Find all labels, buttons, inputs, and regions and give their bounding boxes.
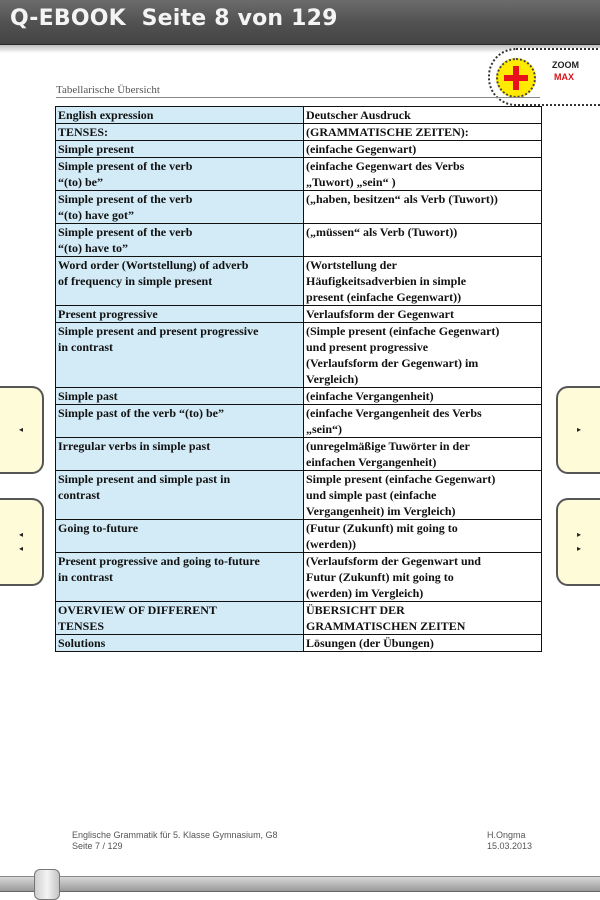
table-row[interactable] xyxy=(56,520,542,553)
next-arrow-icon: ▸ xyxy=(576,544,581,553)
german-expression-cell: (Wortstellung der Häufigkeitsadverbien in simple present (einfache Gegenwart)) xyxy=(304,257,542,306)
english-expression-cell: Simple present of the verb “(to) be” xyxy=(56,158,304,191)
german-expression-cell: (Verlaufsform der Gegenwart und Futur (Zukunft) mit going to (werden) im Vergleich) xyxy=(304,553,542,602)
english-expression-cell: TENSES: xyxy=(56,124,304,141)
header-german: Deutscher Ausdruck xyxy=(304,107,542,124)
german-expression-cell: (einfache Vergangenheit des Verbs „sein“) xyxy=(304,405,542,438)
english-expression-cell: Simple present of the verb “(to) have to” xyxy=(56,224,304,257)
next-arrow-icon: ▸ xyxy=(576,425,581,434)
german-expression-cell: Lösungen (der Übungen) xyxy=(304,635,542,652)
english-expression-cell: OVERVIEW OF DIFFERENT TENSES xyxy=(56,602,304,635)
prev-arrow-icon: ◂ xyxy=(18,425,23,434)
table-row[interactable] xyxy=(56,323,542,388)
english-expression-cell: Simple past of the verb “(to) be” xyxy=(56,405,304,438)
next-chapter-button[interactable] xyxy=(556,498,600,586)
german-expression-cell: (Futur (Zukunft) mit going to (werden)) xyxy=(304,520,542,553)
table-header-row xyxy=(56,107,542,124)
table-row[interactable] xyxy=(56,306,542,323)
german-expression-cell: (Simple present (einfache Gegenwart) und present progressive (Verlaufsform der Gegenwart) im Vergleich) xyxy=(304,323,542,388)
english-expression-cell: Simple present and present progressive in contrast xyxy=(56,323,304,388)
english-expression-cell: Irregular verbs in simple past xyxy=(56,438,304,471)
header-english: English expression xyxy=(56,107,304,124)
prev-page-button[interactable] xyxy=(0,386,44,474)
english-expression-cell: Solutions xyxy=(56,635,304,652)
german-expression-cell: („müssen“ als Verb (Tuwort)) xyxy=(304,224,542,257)
next-arrow-icon: ▸ xyxy=(576,530,581,539)
toc-table xyxy=(55,106,542,652)
table-row[interactable] xyxy=(56,471,542,520)
table-row[interactable] xyxy=(56,224,542,257)
prev-arrow-icon: ◂ xyxy=(18,530,23,539)
german-expression-cell: (GRAMMATISCHE ZEITEN): xyxy=(304,124,542,141)
zoom-max-label: MAX xyxy=(554,72,574,82)
table-row[interactable] xyxy=(56,635,542,652)
table-row[interactable] xyxy=(56,405,542,438)
english-expression-cell: Going to-future xyxy=(56,520,304,553)
page-heading: Tabellarische Übersicht xyxy=(56,84,160,96)
table-row[interactable] xyxy=(56,438,542,471)
english-expression-cell: Simple present xyxy=(56,141,304,158)
table-row[interactable] xyxy=(56,553,542,602)
german-expression-cell: („haben, besitzen“ als Verb (Tuwort)) xyxy=(304,191,542,224)
title-bar xyxy=(0,0,600,45)
table-row[interactable] xyxy=(56,124,542,141)
english-expression-cell: Simple past xyxy=(56,388,304,405)
german-expression-cell: (unregelmäßige Tuwörter in der einfachen Vergangenheit) xyxy=(304,438,542,471)
table-row[interactable] xyxy=(56,191,542,224)
footer-left: Englische Grammatik für 5. Klasse Gymnasium, G8 Seite 7 / 129 xyxy=(72,830,278,851)
page-slider-thumb[interactable] xyxy=(34,869,60,900)
german-expression-cell: ÜBERSICHT DER GRAMMATISCHEN ZEITEN xyxy=(304,602,542,635)
table-row[interactable] xyxy=(56,388,542,405)
german-expression-cell: (einfache Gegenwart des Verbs „Tuwort) „sein“ ) xyxy=(304,158,542,191)
prev-arrow-icon: ◂ xyxy=(18,544,23,553)
table-row[interactable] xyxy=(56,158,542,191)
german-expression-cell: Verlaufsform der Gegenwart xyxy=(304,306,542,323)
table-row[interactable] xyxy=(56,257,542,306)
zoom-label: ZOOM xyxy=(552,60,579,70)
german-expression-cell: (einfache Vergangenheit) xyxy=(304,388,542,405)
english-expression-cell: Present progressive and going to-future in contrast xyxy=(56,553,304,602)
german-expression-cell: Simple present (einfache Gegenwart) und simple past (einfache Vergangenheit) im Vergleich) xyxy=(304,471,542,520)
app-title: Q-EBOOK Seite 8 von 129 xyxy=(10,6,338,31)
prev-chapter-button[interactable] xyxy=(0,498,44,586)
english-expression-cell: Word order (Wortstellung) of adverb of frequency in simple present xyxy=(56,257,304,306)
next-page-button[interactable] xyxy=(556,386,600,474)
page-slider[interactable] xyxy=(0,876,600,892)
german-expression-cell: (einfache Gegenwart) xyxy=(304,141,542,158)
english-expression-cell: Simple present and simple past in contrast xyxy=(56,471,304,520)
footer-right: H.Ongma 15.03.2013 xyxy=(487,830,533,851)
english-expression-cell: Simple present of the verb “(to) have got” xyxy=(56,191,304,224)
english-expression-cell: Present progressive xyxy=(56,306,304,323)
heading-rule xyxy=(56,97,540,98)
table-row[interactable] xyxy=(56,602,542,635)
table-row[interactable] xyxy=(56,141,542,158)
zoom-plus-icon xyxy=(496,58,536,98)
